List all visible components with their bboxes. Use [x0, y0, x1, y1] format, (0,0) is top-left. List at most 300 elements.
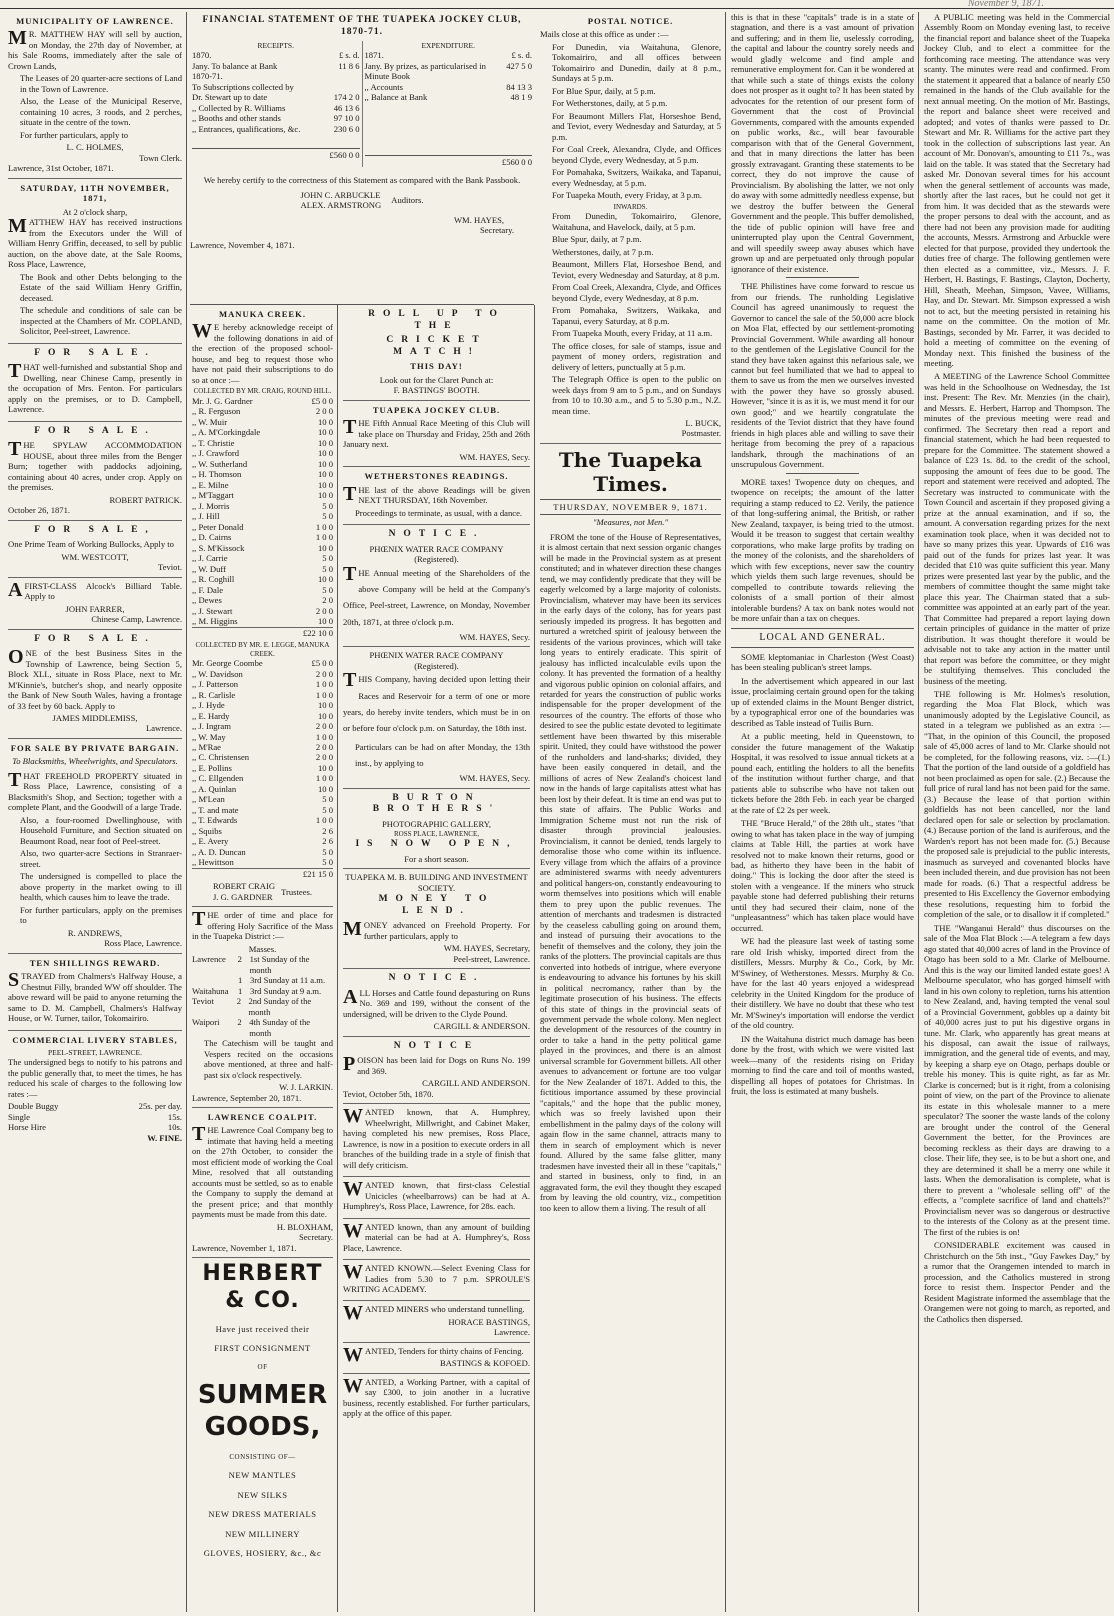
- outward-mails-list: [540, 42, 721, 201]
- ad-text: ROSS PLACE, LAWRENCE,: [393, 829, 479, 838]
- issue-dateline: THURSDAY, NOVEMBER 9, 1871.: [540, 499, 721, 515]
- editorial-continued: [731, 12, 914, 624]
- mail-schedule-item: For Beaumont Millers Flat, Horseshoe Bend, and Teviot, every Wednesday and Saturday, at 5 p.m.: [552, 110, 721, 142]
- livery-ad: [8, 1031, 182, 1148]
- ad-signature: HORACE BASTINGS,: [448, 1316, 530, 1327]
- donation-amount: 5 0: [322, 563, 333, 574]
- trustee-name: ROBERT CRAIG: [212, 881, 276, 892]
- donation-amount: 1 0 0: [315, 731, 333, 742]
- donation-row: [192, 857, 333, 867]
- donor-name: ,, E. Milne: [192, 479, 229, 490]
- donation-amount: 10 0: [317, 762, 333, 773]
- donation-row: [192, 438, 333, 448]
- ad-body: POISON has been laid for Dogs on Runs No. 199 and 369.: [343, 1053, 530, 1076]
- ad-subheading: PHŒNIX WATER RACE COMPANY: [369, 543, 504, 554]
- donation-amount: 10 0: [317, 458, 333, 469]
- receipt-amount: [316, 82, 360, 92]
- mass-count: 1: [238, 985, 243, 996]
- news-item: WE had the pleasure last week of tasting some rare old Irish whisky, imported direct from the distillers, Messrs. Murphy & Co., Cork, by Mr. M'Swiney, of Wetherstones. Messrs. Murphy & Co. have for the last 40 years enjoyed a widespread celebrity in the United Kingdom for the produce of their distillery. We have no doubt that these who test Mr. M'Swiney's importation will endorse the verdict of the old country.: [731, 936, 914, 1031]
- rate-value: 15s.: [167, 1111, 182, 1122]
- donation-amount: 2 0 0: [315, 752, 333, 763]
- expenditure-item: ,, Balance at Bank: [364, 92, 428, 103]
- news-item: At a public meeting, held in Queenstown, to consider the future management of the Wakatip Hospital, it was resolved to issue annual tickets at a pound each, entitling the holders to all the benefits of the institution without further charge, and that patients able to subscribe who have not taken out tickets before the 28th Feb. in each year be charged at the rate of £2 2s per week.: [731, 731, 914, 815]
- donation-row: [192, 459, 333, 469]
- ad-text: Secretary.: [298, 1232, 333, 1243]
- donor-name: ,, T. Edwards: [192, 815, 238, 826]
- column-4: [536, 12, 726, 1612]
- ad-heading: FOR SALE,: [34, 524, 156, 535]
- donation-amount: 10 0: [317, 700, 333, 711]
- receipts-heading: RECEIPTS.: [257, 41, 294, 51]
- donor-name: ,, T. and mate: [192, 804, 239, 815]
- ad-text: (Registered).: [414, 554, 459, 565]
- donor-name: ,, E. Hardy: [192, 710, 230, 721]
- ad-text: Have just received their: [215, 1323, 310, 1334]
- ad-heading: ROLL UP TO THE: [368, 309, 505, 331]
- ad-body: THE Fifth Annual Race Meeting of this Club will take place on Thursday and Friday, 25th and 26th January next.: [343, 416, 530, 450]
- ad-body: WANTED, Tenders for thirty chains of Fencing.: [343, 1343, 524, 1366]
- donation-amount: 10 0: [317, 783, 333, 794]
- donor-name: ,, W. Davidson: [192, 668, 243, 679]
- donor-name: ,, D. Cairns: [192, 532, 232, 543]
- donor-name: ,, J. Hyde: [192, 700, 225, 711]
- ad-text: The office closes, for sale of stamps, issue and payment of money orders, registration and delivery of letters, punctually at 5 p.m.: [552, 340, 721, 372]
- trustees-label: Trustees.: [281, 886, 313, 897]
- ad-text: The Catechism will be taught and Vespers recited on the occasions above mentioned, at three and half-past six o'clock respectively.: [204, 1038, 333, 1080]
- ad-heading: TUAPEKA M. B. BUILDING AND INVESTMENT SOCIETY.: [345, 872, 528, 893]
- for-sale-ad: [8, 630, 182, 739]
- donor-name: ,, Squibs: [192, 825, 222, 836]
- cricket-ad: [343, 305, 530, 401]
- ad-headline: IS NOW OPEN,: [355, 839, 518, 850]
- donation-row: [192, 721, 333, 731]
- ad-text: To Blacksmiths, Wheelwrights, and Speculators.: [12, 756, 178, 767]
- ad-body: WANTED MINERS who understand tunnelling.: [343, 1302, 525, 1325]
- for-sale-ad: [8, 422, 182, 521]
- rate-value: 25s. per day.: [138, 1101, 182, 1112]
- donation-list: [192, 658, 333, 868]
- pound-notice-ad: [343, 969, 530, 1037]
- news-item: IN the Waitahuna district much damage has been done by the frost, with which we were visited last week—many of the residents rising on Friday morning to find the care and toil of months wasted, dispelling all hopes of potatoes for Christmas. In fruit, the loss is estimated at many bushels.: [731, 1033, 914, 1097]
- donation-amount: £5 0 0: [311, 658, 333, 669]
- column-1: [4, 12, 187, 1612]
- donor-name: ,, J. Hill: [192, 511, 220, 522]
- donation-amount: 10 0: [317, 479, 333, 490]
- receipt-amount: [316, 71, 360, 81]
- wanted-ad: [343, 1104, 530, 1177]
- ad-date: Teviot, October 5th, 1870.: [343, 1088, 434, 1099]
- mass-count: 1: [238, 975, 243, 986]
- currency-heading: £ s. d.: [338, 50, 360, 61]
- ad-text: Look out for the Claret Punch at:: [379, 374, 494, 385]
- inward-mails-list: [540, 211, 721, 338]
- for-sale-ad: [8, 521, 182, 578]
- ad-body: MONEY advanced on Freehold Property. For further particulars, apply to: [343, 918, 530, 941]
- ad-signature: WM. WESTCOTT,: [61, 551, 129, 562]
- mass-schedule: 4th Sunday of the month: [249, 1017, 311, 1038]
- donation-row: [192, 616, 333, 626]
- receipt-item: ,, Collected by R. Williams: [192, 102, 286, 113]
- donation-amount: 5 0: [322, 500, 333, 511]
- donation-amount: 2 6: [322, 836, 333, 847]
- ad-text: For further particulars, apply to: [20, 129, 129, 140]
- ad-body: ONE of the best Business Sites in the Township of Lawrence, being Section 5, Block XLI., situate in Ross Place, next to Mr. M'Kinnie's, butcher's shop, and nearly opposite the Bank of New South Wales, having a frontage of 33 feet by 60 back. Apply to: [8, 646, 182, 711]
- ad-text: Postmaster.: [681, 428, 721, 439]
- column-2: [188, 305, 338, 1612]
- mail-schedule-item: For Blue Spur, daily, at 5 p.m.: [552, 85, 656, 96]
- mail-schedule-item: Beaumont, Millers Flat, Horseshoe Bend, and Teviot, every Wednesday and Saturday, at 8 p.m.: [552, 259, 721, 280]
- ad-text: OF: [257, 1362, 268, 1371]
- wanted-ad: [343, 1374, 530, 1425]
- rate-name: Double Buggy: [8, 1101, 59, 1112]
- receipts-column: [190, 41, 362, 167]
- donation-amount: 2 0 0: [315, 406, 333, 417]
- rate-name: Horse Hire: [8, 1122, 46, 1133]
- ad-signature: R. ANDREWS,: [67, 927, 123, 938]
- donor-name: Mr. George Coombe: [192, 658, 263, 669]
- wanted-ad: [343, 1260, 530, 1301]
- ad-signature: WM. HAYES, Secy.: [459, 451, 530, 462]
- donation-row: [192, 763, 333, 773]
- ad-heading: BURTON BROTHERS': [372, 792, 501, 815]
- donor-name: ,, A. D. Duncan: [192, 846, 246, 857]
- ad-text: Also, a four-roomed Dwellinghouse, with Household Furniture, and Section situated on Beaumont Road, near foot of Peel-street.: [20, 814, 182, 846]
- poison-notice-ad: [343, 1037, 530, 1105]
- ad-text: Town Clerk.: [139, 152, 182, 163]
- donation-amount: 1 0 0: [315, 773, 333, 784]
- editorial-paragraph: FROM the tone of the House of Representatives, it is almost certain that next session organic changes will be made in the Provincial system as at present constituted; and in whatever direction these changes tend, we may confidently predicate that they will be eagerly welcomed by a large majority of colonists. Provincialism, whatever may have been its services in the early days of the colony, has for years past seriously impeded its progress. It has begotten and nurtured a wretched spirit of jealousy between the residents of the various provinces, which will take long years to entirely eradicate. This spirit of jealousy has inflicted incalculable evils upon the colony. It has prevented the formation of a healthy and vigorous public opinion on colonial affairs, and retarded for years the construction of public works indispensable for the proper development of the resources of the country. The efforts of those who desired to see the public estate devoted to legitimate settlement have been thwarted by this miserable spirit. United, they could have withstood the power of the runholders and land-sharks; divided, they have been easily conquered in detail, and the millions of acres of New Zealand's choicest land now in the hands of large capitalists attest what has been lost by their defeat. It is time an end was put to this state of affairs. The Public Works and Immigration Scheme must not run the risk of disaster through provincial jealousies. Provincialism, it cannot be denied, tends largely to demoralise those who come within its influence. Every village from which the affairs of a province are administered swarms with needy adventurers and political hangers-on, constantly endeavouring to worm themselves into positions which will enable them to prey upon the public revenues. The attention of merchants and tradesmen is distracted by the ceaseless cabulling going on around them, and instead of pursuing their avocations to the benefit of themselves and the colony, they join the ranks of the plotters. The provincial capitals are thus converted into hotbeds of intrigue, where everyone is endeavouring to advance his fortunes by his skill in political necromancy, rather than by the legitimate prosecution of his business. The effects of this state of things in the provincial seats of government pervade the whole colony. Men neglect the development of the resources of the country in order to take a hand in the petty political game played in the provinces, and there is an almost universal scramble for Government billets. All other avenues to advancement or fortune are too vulgar for the New Zealander of 1871. Added to this, the fictitious importance assumed by these provincial "capitals," and the hope that the public money, which was so freely lavished upon their embellishment in the palmy days of the colony will again flow in the same channel, attracts many to them in search of employment which is never found. Allured by the same false glitter, many tradesmen have invested their all in these "capitals," and started in business, only to find, in an aggravated form, the evil they thought they escaped from by leaving the old country, viz., competition too keen to allow them a living. The result of all: [540, 531, 721, 1213]
- ad-heading: TUAPEKA JOCKEY CLUB.: [372, 404, 501, 415]
- burton-brothers-ad: [343, 789, 530, 869]
- mail-schedule-item: From Tuapeka Mouth, every Friday, at 11 a.m.: [552, 328, 713, 339]
- donor-name: ,, M'Rae: [192, 742, 221, 752]
- ad-heading: NOTICE.: [388, 529, 485, 540]
- ad-heading: LAWRENCE COALPIT.: [207, 1111, 318, 1122]
- rate-row: [8, 1112, 182, 1122]
- donor-name: ,, E. Avery: [192, 836, 229, 847]
- audit-certification: We hereby certify to the correctness of this Statement as compared with the Bank Passbook.: [203, 175, 521, 186]
- donation-row: [192, 585, 333, 595]
- column-5: [727, 12, 919, 1612]
- donor-name: ,, R. Ferguson: [192, 406, 241, 417]
- ad-text: Ross Place, Lawrence.: [104, 938, 182, 949]
- ad-text: (Registered).: [414, 660, 459, 671]
- ad-heading: FOR SALE.: [34, 347, 156, 358]
- ad-text: The Leases of 20 quarter-acre sections of Land in the Town of Lawrence.: [20, 73, 182, 94]
- building-society-ad: [343, 869, 530, 969]
- currency-heading: £ s. d.: [511, 50, 532, 61]
- receipt-item: 1870-71.: [192, 71, 223, 82]
- donation-row: [192, 511, 333, 521]
- rate-row: [8, 1101, 182, 1111]
- ad-body: WANTED known, that A. Humphrey, Wheelwright, Millwright, and Cabinet Maker, having completed his new premises, Ross Place, Lawrence, is now in a position to execute orders in all branches of the building trade in a style of finish that will defy criticism.: [343, 1105, 530, 1170]
- donation-amount: £5 0 0: [311, 395, 333, 406]
- wanted-ad: [343, 1177, 530, 1218]
- ad-text: The Telegraph Office is open to the public on week days from 9 am to 5 p.m., and on Sundays from 10 to 10.30 a.m., and 5 to 5.30 p.m., N.Z. mean time.: [552, 374, 721, 416]
- ad-heading: MUNICIPALITY OF LAWRENCE.: [16, 16, 174, 26]
- donor-name: ,, R. Coghill: [192, 574, 235, 585]
- rate-name: Single: [8, 1111, 30, 1122]
- ad-text: Also, the Lease of the Municipal Reserve, containing 10 acres, 3 roods, and 2 perches, situate in the centre of the town.: [20, 96, 182, 128]
- donor-name: ,, M'Lean: [192, 794, 225, 805]
- page-date-fragment: November 9, 1871.: [967, 0, 1044, 9]
- jockey-club-ad: [343, 401, 530, 467]
- donation-amount: 10 0: [317, 616, 333, 627]
- donation-amount: 5 0: [322, 553, 333, 564]
- ad-text: The Book and other Debts belonging to the Estate of the said William Henry Griffin, deceased.: [20, 271, 182, 303]
- donation-amount: 10 0: [317, 427, 333, 438]
- collector-heading: COLLECTED BY MR. CRAIG, ROUND HILL.: [193, 387, 332, 396]
- ad-signature: L. BUCK,: [685, 418, 721, 428]
- for-sale-ad: [8, 344, 182, 422]
- donor-name: ,, W. May: [192, 731, 226, 742]
- donation-amount: 1 0 0: [315, 532, 333, 543]
- ad-text: The undersigned is compelled to place the above property in the market owing to ill health, which causes him to leave the trade.: [20, 871, 182, 903]
- donor-name: Mr. J. G. Gardner: [192, 395, 253, 406]
- donor-name: ,, T. Christie: [192, 437, 235, 448]
- trustees-block: [192, 881, 333, 902]
- mass-schedule: 3rd Sunday at 9 a.m.: [250, 985, 322, 996]
- statement-table: [190, 41, 534, 167]
- herbert-co-ad: [192, 1258, 333, 1572]
- firm-name: HERBERT & CO.: [202, 1261, 323, 1314]
- auction-ad: [8, 179, 182, 344]
- donation-sum: £21 15 0: [192, 868, 333, 879]
- donor-name: ,, J. Morris: [192, 500, 230, 511]
- donation-row: [192, 448, 333, 458]
- editorial-paragraph: this is that in these "capitals" trade is in a state of stagnation, and there is a vast amount of privation and suffering; and in them lie, uselessly corroding, the capital and labour the country sorely needs and would gladly welcome and find ample and remunerative employment for. Can it be wondered at that while such a state of things exists the colony does not prosper as it ought to? It has been stated by advocates for the retention of our present form of Government that the cost of Provincial Governments, compared with the amounts expended on public works, &c., will bear favourable comparison with that of the General Government, and that in many directions the latter has been grossly extravagant. Granting these statements to be correct, they do not improve the cause of Provincialism. By abolishing the latter, we not only do away with some admittedly needless expense, but we destroy the buffer between the General Government and the people. This buffer demolished, the tide of public opinion will have free and uninterrupted play upon the Central Government, and will speedily sweep away abuses which have grown up and are perpetuated only through popular ignorance of their existence.: [731, 12, 914, 274]
- donation-row: [192, 711, 333, 721]
- receipt-amount: 230 6 0: [333, 123, 360, 134]
- mass-schedule: 3rd Sunday at 11 a.m.: [250, 975, 326, 986]
- donor-name: ,, J. Patterson: [192, 679, 239, 690]
- donation-row: [192, 595, 333, 605]
- ad-signature: WM. HAYES, Secy.: [459, 631, 530, 642]
- donation-row: [192, 805, 333, 815]
- goods-item: NEW MANTLES: [228, 1470, 297, 1481]
- mass-count: 2: [236, 996, 242, 1007]
- donation-amount: 2 0 0: [315, 742, 333, 752]
- donor-name: ,, J. Ingram: [192, 721, 231, 732]
- donation-amount: 10 0: [317, 710, 333, 721]
- wanted-ad: [343, 1219, 530, 1260]
- rate-row: [8, 1122, 182, 1132]
- donation-row: [192, 574, 333, 584]
- donation-row: [192, 794, 333, 804]
- donor-name: ,, J. Carrie: [192, 553, 228, 564]
- ad-body: MR. MATTHEW HAY will sell by auction, on Monday, the 27th day of November, at his Sale Rooms, immediately after the sale of Crown Lands,: [8, 27, 182, 71]
- column-3: [339, 305, 535, 1612]
- private-bargain-ad: [8, 739, 182, 954]
- expenditure-amount: 48 1 9: [510, 92, 532, 103]
- donation-amount: 2 0 0: [315, 721, 333, 732]
- receipt-amount: 46 13 6: [333, 102, 360, 113]
- donation-row: [192, 815, 333, 825]
- editorial-paragraph: THE Philistines have come forward to rescue us from our friends. The runholding Legislative Council has agreed unanimously to request the Governor to cancel the sale of the 50,000 acre block on Moa Flat, effected by our settlement-promoting Provincial Government. While awarding all honour to the gentlemen of the Legislative Council for the stand they have taken against this nefarious sale, we cannot but feel humiliated that we had to appeal to them to save us from the men we ourselves invested with the power they have so grossly abused. However, "since it is as it is, we must mend it for our own good;" and we heartily congratulate the residents of the Teviot district that they have found friends in high places able and willing to save their heritage from becoming the prey of a rapacious landshark, through the machinations of an unscrupulous Government.: [731, 281, 914, 470]
- auditors-label: Auditors.: [391, 194, 424, 205]
- ad-signature: H. BLOXHAM,: [276, 1221, 333, 1232]
- postal-notice: [540, 12, 721, 444]
- goods-item: GLOVES, HOSIERY, &c., &c: [203, 1548, 322, 1559]
- donation-row: [192, 417, 333, 427]
- receipt-amount: 174 2 0: [333, 92, 360, 103]
- donor-name: ,, C. Ellgenden: [192, 773, 244, 784]
- donor-name: ,, H. Thomson: [192, 469, 242, 480]
- ad-heading: WETHERSTONES READINGS.: [364, 471, 509, 482]
- ad-signature: L. C. HOLMES,: [66, 142, 124, 153]
- ad-body: AFIRST-CLASS Alcock's Billiard Table. Apply to: [8, 578, 182, 602]
- phoenix-tender-ad: [343, 647, 530, 788]
- statement-date: Lawrence, November 4, 1871.: [190, 239, 295, 250]
- ad-heading: MANUKA CREEK.: [218, 309, 306, 319]
- donation-amount: 10 0: [317, 542, 333, 553]
- ad-signature: BASTINGS & KOFOED.: [439, 1358, 530, 1369]
- ad-body: THE last of the above Readings will be given NEXT THURSDAY, 16th November.: [343, 482, 530, 506]
- donation-row: [192, 669, 333, 679]
- donor-name: ,, Peter Donald: [192, 521, 244, 532]
- ad-text: At 2 o'clock sharp,: [62, 206, 128, 217]
- statement-title: FINANCIAL STATEMENT OF THE TUAPEKA JOCKEY CLUB, 1870-71.: [202, 15, 522, 37]
- ad-signature: WM. HAYES, Secretary,: [443, 943, 530, 954]
- ad-text: Lawrence.: [493, 1327, 530, 1338]
- column-6: [920, 12, 1114, 1612]
- ad-text: CONSISTING OF—: [229, 1452, 296, 1461]
- receipt-item: ,, Entrances, qualifications, &c.: [192, 123, 301, 134]
- donation-row: [192, 690, 333, 700]
- ad-signature: W. FINE.: [147, 1132, 182, 1143]
- trustee-name: J. G. GARDNER: [212, 891, 273, 902]
- donation-row: [192, 658, 333, 668]
- mail-schedule-item: For Dunedin, via Waitahuna, Glenore, Tokomairiro, and all offices between Tokomairiro and Dunedin, daily at 8 p.m., Sundays at 5 p.m.: [552, 41, 721, 84]
- ad-body: The undersigned begs to notify to his patrons and the public generally that, to meet the times, he has reduced his scale of charges to the following low rates :—: [8, 1057, 182, 1099]
- donation-row: [192, 469, 333, 479]
- municipality-ad: [8, 12, 182, 179]
- ad-signature: ROBERT PATRICK.: [109, 494, 182, 505]
- ad-signature: JOHN FARRER,: [65, 603, 125, 614]
- local-news-continued: [924, 12, 1110, 1324]
- donation-amount: 10 0: [317, 448, 333, 459]
- ad-heading: FOR SALE.: [34, 633, 156, 644]
- mass-schedule: 2nd Sunday of the month: [248, 996, 312, 1017]
- ad-text: PEEL-STREET, LAWRENCE.: [47, 1048, 143, 1058]
- rate-value: 10s.: [167, 1122, 182, 1133]
- year-label: 1871.: [364, 50, 384, 61]
- ad-heading: NOTICE: [393, 1040, 480, 1051]
- donation-amount: 5 0: [322, 804, 333, 815]
- donation-list: [192, 396, 333, 627]
- mass-place: [192, 975, 238, 985]
- expenditure-item: ,, Accounts: [364, 81, 403, 92]
- ad-body: WANTED known, than any amount of building material can be had at A. Humphrey's, Ross Place, Lawrence.: [343, 1219, 530, 1253]
- receipt-item: Jany. To balance at Bank: [192, 60, 278, 71]
- ad-signature: JAMES MIDDLEMISS,: [52, 712, 138, 723]
- donor-name: ,, F. Dale: [192, 584, 224, 595]
- secretary-name: WM. HAYES,: [453, 214, 504, 225]
- collector-heading: COLLECTED BY MR. E. LEGGE, MANUKA CREEK.: [195, 641, 330, 658]
- donation-row: [192, 396, 333, 406]
- donor-name: ,, Dewes: [192, 595, 222, 606]
- donor-name: ,, M. Higgins: [192, 616, 238, 627]
- mail-schedule-item: Wetherstones, daily, at 7 p.m.: [552, 246, 654, 257]
- donation-row: [192, 406, 333, 416]
- receipts-total: £560 0 0: [192, 148, 360, 160]
- coalpit-ad: [192, 1108, 333, 1258]
- news-item: SOME kleptomaniac in Charleston (West Coast) has been stealing publican's street lamps.: [731, 651, 914, 673]
- ad-subheading: Masses.: [248, 943, 277, 954]
- billiard-ad: [8, 578, 182, 630]
- ad-heading: FOR SALE.: [34, 425, 156, 436]
- news-item: THE following is Mr. Holmes's resolution, regarding the Moa Flat Block, which was unanimously adopted by the Legislative Council, as stated in a telegram we published as an extra :— "That, in the opinion of this Council, the proposed sale of 45,000 acres of land to Mr. Clarke should not be completed, for the following reasons, viz. :—(1.) That the portion of the land outside of a goldfield has not been proclaimed as open for sale. (2.) Because the full price of rural land has not been paid for the same. (3.) Because the lease of that portion within goldfields has not been cancelled, nor the land declared open for sale or selection by proclamation. (4.) Because portion of the land is auriferous, and the Warden's report has not been made for. (5.) Because the proposed sale is prejudicial to the public interests, inasmuch as surveyed and covenanted blocks have been included therein, and due provision has not been made for roads. (6.) That a respectful address be presented to His Excellency the Governor embodying these resolutions, requesting him to forbid the completion of the sale, or to disallow it if completed.": [924, 689, 1110, 920]
- ad-heading: CRICKET MATCH!: [386, 335, 487, 357]
- expenditure-total: £560 0 0: [365, 155, 533, 167]
- donation-amount: 10 0: [317, 437, 333, 448]
- expenditure-amount: 84 13 3: [506, 81, 532, 92]
- ad-heading: NOTICE.: [388, 973, 485, 984]
- donation-sum: £22 10 0: [192, 627, 333, 638]
- ad-text: Lawrence.: [145, 723, 182, 734]
- expenditure-column: [362, 41, 534, 167]
- auditors-block: [190, 190, 534, 211]
- donor-name: ,, W. Duff: [192, 563, 226, 574]
- ad-text: The schedule and conditions of sale can be inspected at the Chambers of Mr. COPLAND, Solicitor, Peel-street, Lawrence.: [20, 305, 182, 337]
- mass-table: [192, 954, 333, 1038]
- donation-row: [192, 826, 333, 836]
- editorial-paragraph: MORE taxes! Twopence duty on cheques, and twopence on receipts; the amount of the latter requiring a stamp reduced to £2. Verily, the patience of that long-suffering animal, the British, or rather New Zealand, taxpayer, is being tried to the utmost. Would it be treason to suggest that certain wealthy corporations, who make large profits by trading on the money of the colonists, and the shareholders of which with few exceptions, never saw the country which yields them such large revenues, should be compelled to contribute towards relieving the colonists of a small portion of their almost intolerable burdens? A tax on bank notes would not be more unfair than a tax on cheques.: [731, 476, 914, 624]
- news-item: A PUBLIC meeting was held in the Commercial Assembly Room on Monday evening last, to receive the financial report and balance sheet of the Tuapeka Jockey Club, and to elect a committee for the forthcoming race meeting. The attendance was very scanty. The minutes were read and confirmed. From the statement it appeared that a balance of nearly £50 remained in the hands of the Club available for the next annual meeting. On the motion of Mr. Bastings, the report and balance sheet were received and adopted; and votes of thanks were passed to Dr. Stewart and Mr. R. Williams for the active part they took in the collection of subscriptions last year. An account of Mr. Donovan's, amounting to £11 7s., was laid on the table. It was stated that the Secretary had asked Mr. Donovan several times for his account when the general settlement of accounts was made, shortly after the last races, but he could not get it from him. It was decided that as the stewards were the proper persons to deal with the account, and as there had not been any provision made for auditing the accounts, Messrs. Armstrong and Arbuckle were elected for that purpose, provided they undertook the duties free of charge. The following gentlemen were then elected as a committee, viz., Messrs. J. F. Herbert, H. Bastings, F. Bastings, Clayton, Docherty, Hill, Sheath, Meehan, Simpson, Vavee, Williams, Hay, and Dr. Stewart. Mr. Simpson expressed a wish not to act, but the meeting persisted in retaining his name on the committee. On the motion of Mr. Bastings, seconded by Mr. Farrer, it was decided to hold a meeting of committee on the evening of Monday next. This finished the business of the meeting.: [924, 12, 1110, 368]
- donation-row: [192, 784, 333, 794]
- donation-amount: 10 0: [317, 490, 333, 501]
- mass-place: Teviot: [192, 996, 214, 1007]
- donation-amount: 2 0: [322, 595, 333, 606]
- donation-amount: 5 0: [322, 511, 333, 522]
- donor-name: ,, C. Christensen: [192, 752, 250, 763]
- ad-date: October 26, 1871.: [8, 505, 71, 516]
- ad-body: THAT FREEHOLD PROPERTY situated in Ross Place, Lawrence, consisting of a Blacksmith's Shop, and Section; together with a complete Plant, and the Goodwill of a large Trade.: [8, 768, 182, 813]
- mass-place: Waitahuna: [192, 985, 229, 996]
- financial-statement: [190, 14, 534, 305]
- donation-row: [192, 553, 333, 563]
- newspaper-masthead: The Tuapeka Times.: [558, 447, 703, 497]
- mail-schedule-item: For Pomahaka, Switzers, Waikaka, and Tapanui, every Wednesday, at 5 p.m.: [552, 167, 721, 188]
- mail-schedule-item: From Dunedin, Tokomairiro, Glenore, Waitahuna, and Havelock, daily, at 5 p.m.: [552, 211, 721, 232]
- expenditure-item: Jany. By prizes, as particularised in Minute Book: [364, 60, 486, 82]
- news-item: THE "Wanganui Herald" thus discourses on the sale of the Moa Flat Block :—A telegram a few days ago stated that 40,000 acres of land in the Province of Otago has been sold to a Mr. Clarke of Melbourne. And this is the way our limited landed estate goes! A Melbourne speculator, who has gorged himself with land in his own colony to repletion, turns his attention to New Zealand, and, having tempted the venal soul of a Provincial Government, gobbles up a dainty bit of 40,000 acres just to put his digestive organs in tune. Mr. Clark, who apparently has great means at his disposal, can await the issue of railways, immigration, and the general tide of events, and may, by keeping a sharp eye on Otago, perhaps double or treble his money. This is quite right, as far as Mr. Clarke is concerned; but is it right, from a colonising point of view, on the part of the Province to alienate its estate in this wholesale manner to a mere speculator? The sooner the waste lands of the colony are brought under the control of the General Government the better, for the Provinces are becoming reckless as their days are drawing to a close. Their life, they see, is to be but a short one, and they are determined it shall be a merry one while it lasts. When the demoralisation is complete, what is there to prevent a "wholesale selling off" of the effects, a "complete sacrifice of land and chattels?" Provincialism never was so dangerous or destructive to the interests of the Colony as at the present time. The first of the rubies is on!: [924, 922, 1110, 1237]
- mass-schedule: 1st Sunday of the month: [249, 954, 310, 975]
- ad-signature: CARGILL AND ANDERSON.: [422, 1078, 530, 1089]
- receipt-item: Dr. Stewart up to date: [192, 92, 268, 103]
- mail-schedule-item: For Wetherstones, daily, at 5 p.m.: [552, 98, 668, 109]
- ad-heading: SATURDAY, 11TH NOVEMBER, 1871,: [20, 182, 170, 204]
- donor-name: ,, J. Crawford: [192, 448, 240, 459]
- donation-row: [192, 490, 333, 500]
- donor-name: ,, M'Taggart: [192, 490, 234, 501]
- editorial-body: [540, 532, 721, 1213]
- ad-text: FIRST CONSIGNMENT: [214, 1343, 311, 1354]
- mass-place: Waipori: [192, 1017, 220, 1028]
- ad-heading: TEN SHILLINGS REWARD.: [29, 957, 161, 968]
- local-news: [731, 652, 914, 1097]
- ad-date: Lawrence, 31st October, 1871.: [8, 163, 114, 174]
- ad-heading: THIS DAY!: [410, 361, 463, 372]
- ad-text: Proceedings to terminate, as usual, with a dance.: [355, 507, 523, 518]
- donation-row: [192, 522, 333, 532]
- top-rule: [0, 0, 1114, 9]
- ad-signature: W. J. LARKIN.: [279, 1082, 333, 1093]
- donation-row: [192, 543, 333, 553]
- ad-headline: MONEY TO LEND.: [378, 894, 495, 916]
- auditor-name: ALEX. ARMSTRONG: [300, 200, 382, 211]
- ad-body: MATTHEW HAY has received instructions from the Executors under the Will of William Henry Griffin, deceased, to sell by public auction, on the above date, at the Sale Rooms, Ross Place, Lawrence,: [8, 215, 182, 270]
